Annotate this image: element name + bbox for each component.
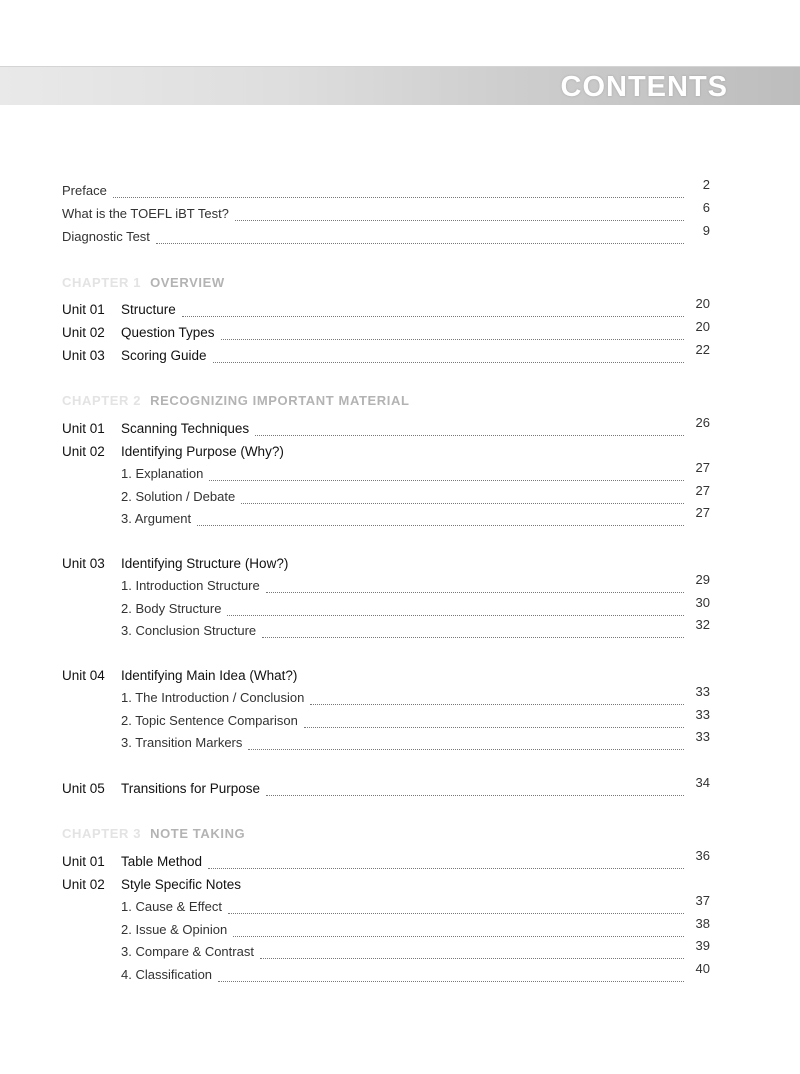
page-number: 37 <box>695 893 710 908</box>
chapter-label: CHAPTER 1 <box>62 275 142 290</box>
toc-entry-unit[interactable] <box>62 415 710 443</box>
page-number: 38 <box>695 916 710 931</box>
toc-subentry[interactable] <box>62 961 710 989</box>
unit-title: Scoring Guide <box>121 348 207 363</box>
unit-number: Unit 02 <box>62 325 105 340</box>
toc-entry-diagnostic[interactable] <box>62 223 710 251</box>
dot-leader <box>235 220 684 221</box>
contents-banner <box>0 66 800 105</box>
page-number: 20 <box>695 319 710 334</box>
unit-number: Unit 01 <box>62 302 105 317</box>
subentry-title: 1. The Introduction / Conclusion <box>121 690 305 705</box>
unit-title: Transitions for Purpose <box>121 781 261 796</box>
unit-number: Unit 03 <box>62 556 105 571</box>
page-number: 30 <box>695 595 710 610</box>
dot-leader <box>248 749 684 750</box>
unit-number: Unit 02 <box>62 444 105 459</box>
page-number: 36 <box>695 848 710 863</box>
toc-entry-unit[interactable] <box>62 775 710 803</box>
unit-title: Structure <box>121 302 176 317</box>
toc-entry-unit[interactable] <box>62 296 710 324</box>
subentry-title: 2. Body Structure <box>121 601 222 616</box>
toc-subentry[interactable] <box>62 617 710 645</box>
chapter-label: CHAPTER 3 <box>62 826 142 841</box>
toc-subentry[interactable] <box>62 595 710 623</box>
toc-entry-unit[interactable] <box>62 319 710 347</box>
page-number: 20 <box>695 296 710 311</box>
dot-leader <box>260 958 684 959</box>
toc-subentry[interactable] <box>62 460 710 488</box>
toc-subentry[interactable] <box>62 483 710 511</box>
toc-subentry[interactable] <box>62 684 710 712</box>
unit-number: Unit 04 <box>62 668 105 683</box>
unit-number: Unit 01 <box>62 421 105 436</box>
dot-leader <box>113 197 684 198</box>
page-number: 26 <box>695 415 710 430</box>
unit-number: Unit 01 <box>62 854 105 869</box>
chapter-label: CHAPTER 2 <box>62 393 142 408</box>
dot-leader <box>304 727 684 728</box>
page-title: CONTENTS <box>560 71 728 103</box>
unit-number: Unit 03 <box>62 348 105 363</box>
dot-leader <box>233 936 684 937</box>
toc-subentry[interactable] <box>62 893 710 921</box>
page-number: 27 <box>695 483 710 498</box>
dot-leader <box>228 913 684 914</box>
subentry-title: 2. Solution / Debate <box>121 489 236 504</box>
unit-title: Identifying Purpose (Why?) <box>121 444 284 459</box>
chapter-title: OVERVIEW <box>150 275 225 290</box>
subentry-title: 2. Issue & Opinion <box>121 922 228 937</box>
dot-leader <box>156 243 684 244</box>
toc-entry-unit[interactable] <box>62 848 710 876</box>
toc-subentry[interactable] <box>62 505 710 533</box>
page-number: 34 <box>695 775 710 790</box>
page-number: 40 <box>695 961 710 976</box>
toc-unit-heading[interactable] <box>62 668 710 690</box>
page-number: 33 <box>695 707 710 722</box>
chapter-title: RECOGNIZING IMPORTANT MATERIAL <box>150 393 410 408</box>
unit-number: Unit 05 <box>62 781 105 796</box>
subentry-title: 3. Compare & Contrast <box>121 944 254 959</box>
page-number: 9 <box>702 223 710 238</box>
chapter-heading-3 <box>62 826 245 846</box>
subentry-title: 3. Conclusion Structure <box>121 623 257 638</box>
subentry-title: 3. Argument <box>121 511 192 526</box>
dot-leader <box>213 362 684 363</box>
entry-title: What is the TOEFL iBT Test? <box>62 206 229 221</box>
subentry-title: 1. Cause & Effect <box>121 899 222 914</box>
toc-subentry[interactable] <box>62 938 710 966</box>
subentry-title: 2. Topic Sentence Comparison <box>121 713 298 728</box>
toc-subentry[interactable] <box>62 707 710 735</box>
dot-leader <box>197 525 684 526</box>
subentry-title: 3. Transition Markers <box>121 735 243 750</box>
chapter-title: NOTE TAKING <box>150 826 246 841</box>
unit-title: Question Types <box>121 325 215 340</box>
toc-unit-heading[interactable] <box>62 877 710 899</box>
page-number: 32 <box>695 617 710 632</box>
page-number: 33 <box>695 729 710 744</box>
dot-leader <box>221 339 684 340</box>
dot-leader <box>310 704 684 705</box>
dot-leader <box>227 615 684 616</box>
toc-entry-unit[interactable] <box>62 342 710 370</box>
dot-leader <box>208 868 684 869</box>
page-number: 39 <box>695 938 710 953</box>
dot-leader <box>182 316 684 317</box>
unit-title: Identifying Structure (How?) <box>121 556 289 571</box>
unit-title: Scanning Techniques <box>121 421 250 436</box>
toc-entry-preface[interactable] <box>62 177 710 205</box>
page-number: 27 <box>695 460 710 475</box>
subentry-title: 1. Explanation <box>121 466 204 481</box>
page-number: 33 <box>695 684 710 699</box>
entry-title: Diagnostic Test <box>62 229 150 244</box>
unit-title: Style Specific Notes <box>121 877 242 892</box>
dot-leader <box>218 981 684 982</box>
page-number: 29 <box>695 572 710 587</box>
entry-title: Preface <box>62 183 107 198</box>
unit-title: Table Method <box>121 854 203 869</box>
page-number: 27 <box>695 505 710 520</box>
unit-number: Unit 02 <box>62 877 105 892</box>
subentry-title: 1. Introduction Structure <box>121 578 260 593</box>
page-number: 2 <box>702 177 710 192</box>
toc-subentry[interactable] <box>62 572 710 600</box>
chapter-heading-2 <box>62 393 410 413</box>
dot-leader <box>262 637 684 638</box>
page-number: 22 <box>695 342 710 357</box>
toc-entry-toefl[interactable] <box>62 200 710 228</box>
toc-subentry[interactable] <box>62 729 710 757</box>
toc-subentry[interactable] <box>62 916 710 944</box>
dot-leader <box>266 795 684 796</box>
dot-leader <box>209 480 684 481</box>
dot-leader <box>255 435 684 436</box>
unit-title: Identifying Main Idea (What?) <box>121 668 298 683</box>
page-number: 6 <box>702 200 710 215</box>
dot-leader <box>241 503 684 504</box>
subentry-title: 4. Classification <box>121 967 213 982</box>
dot-leader <box>266 592 684 593</box>
toc-unit-heading[interactable] <box>62 556 710 578</box>
chapter-heading-1 <box>62 275 225 295</box>
toc-unit-heading[interactable] <box>62 444 710 466</box>
